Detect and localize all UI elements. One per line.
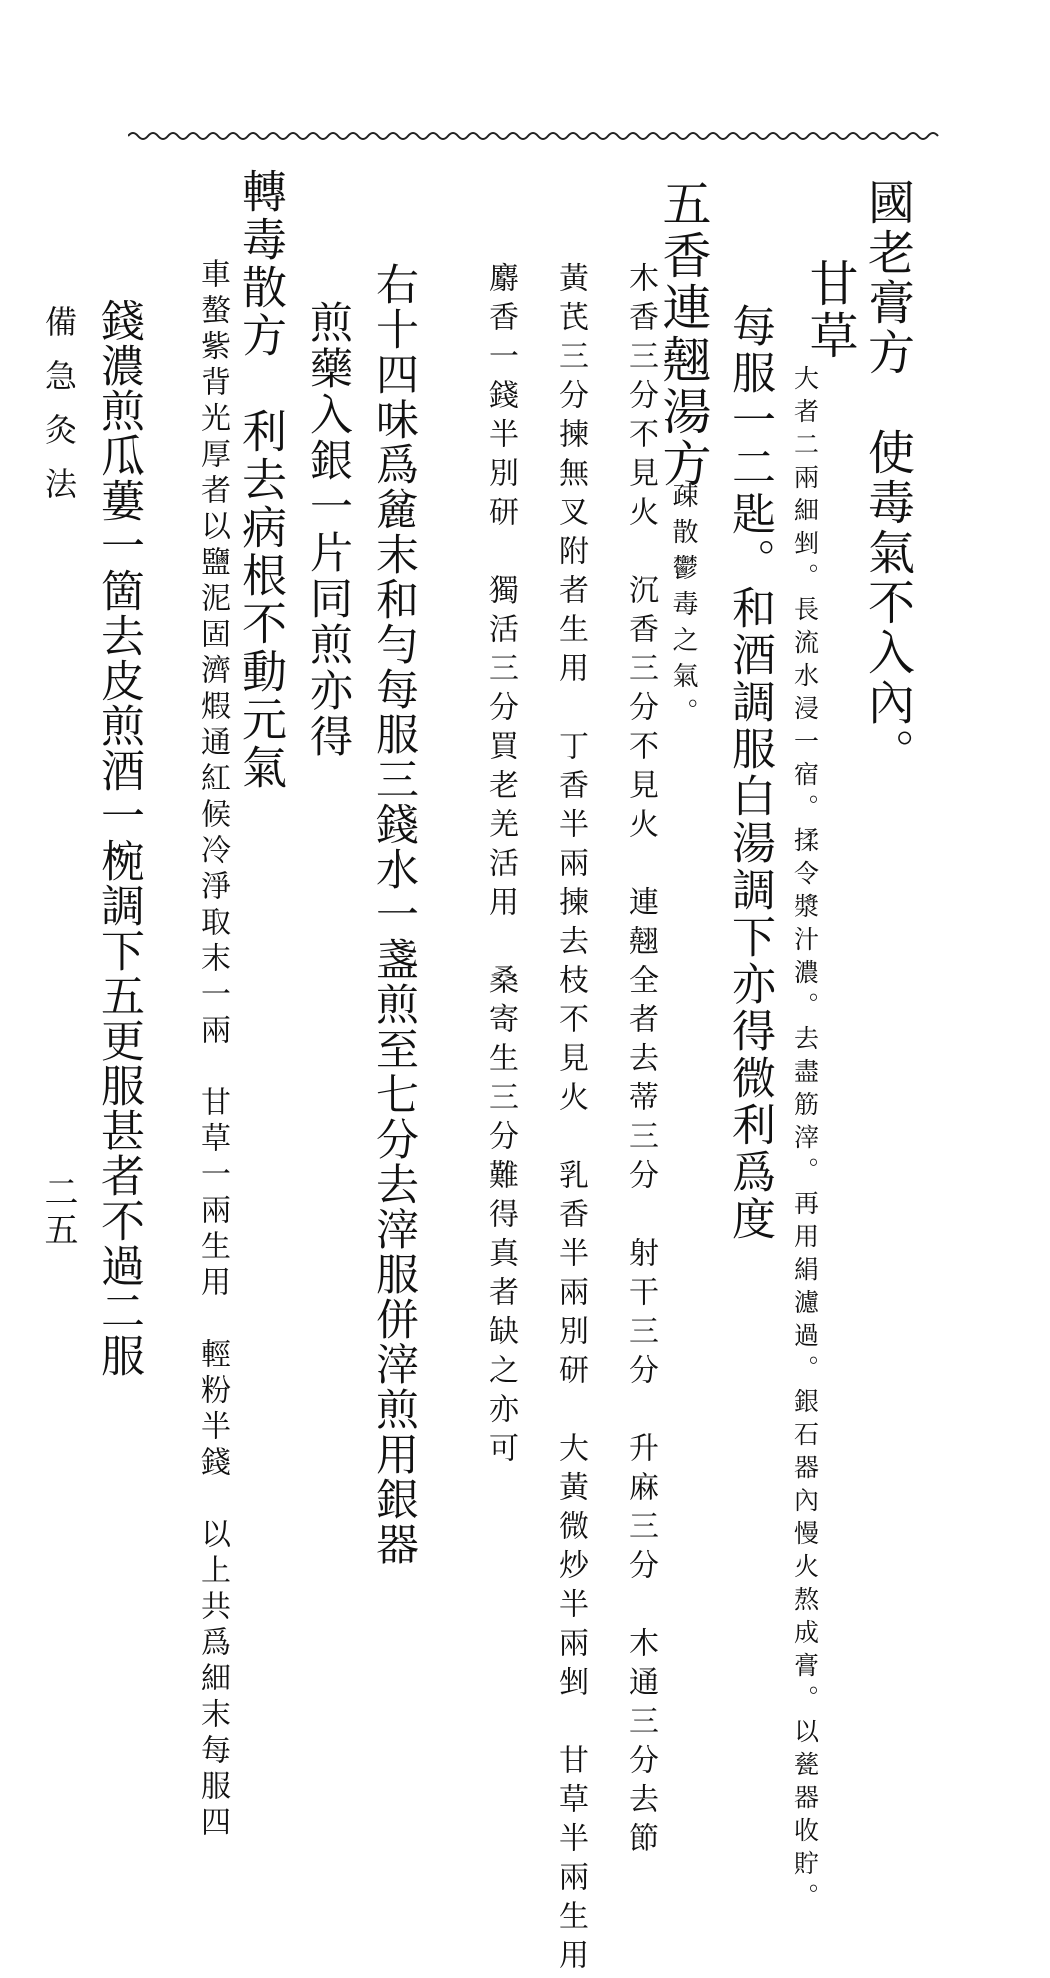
text-column-7: 麝香一錢半別研 獨活三分買老羌活用 桑寄生三分難得真者缺之亦可 (483, 262, 518, 1471)
text-column-6: 黃芪三分揀無叉附者生用 丁香半兩揀去枝不見火 乳香半兩別研 大黃微炒半兩剉 甘草半兩生用 (553, 262, 588, 1978)
text-column-4-note: 疎散鬱毒之氣。 (668, 482, 698, 734)
text-column-8: 右十四味爲麄末和勻每服三錢水一盞煎至七分去滓服併滓煎用銀器 (369, 262, 419, 1567)
text-column-2-note: 大者二兩細剉。長流水浸一宿。揉令漿汁濃。去盡筋滓。再用絹濾過。銀石器內慢火熬成膏。以甆器收貯。 (790, 365, 820, 1916)
text-column-5: 木香三分不見火 沉香三分不見火 連翹全者去蒂三分 射干三分 升麻三分 木通三分去節 (623, 262, 658, 1861)
text-column-4-head: 五香連翹湯方 (655, 178, 712, 490)
top-wavy-rule (128, 130, 940, 142)
text-column-3: 每服一二匙。和酒調服白湯調下亦得微利爲度 (724, 303, 775, 1243)
text-column-1: 國老膏方 使毒氣不入內。 (860, 178, 915, 778)
text-column-12: 錢濃煎瓜蔞一箇去皮煎酒一椀調下五更服甚者不過二服 (93, 298, 144, 1378)
text-column-10: 轉毒散方 利去病根不動元氣 (234, 168, 287, 792)
page-number: 二五 (38, 1174, 78, 1250)
text-column-2-head: 甘草 (802, 258, 859, 362)
text-column-9: 煎藥入銀一片同煎亦得 (303, 300, 353, 760)
text-column-11: 車螯紫背光厚者以鹽泥固濟煆通紅候冷淨取末一兩 甘草一兩生用 輕粉半錢 以上共爲細末每服四 (195, 258, 230, 1842)
running-title: 備急灸法 (40, 305, 78, 521)
